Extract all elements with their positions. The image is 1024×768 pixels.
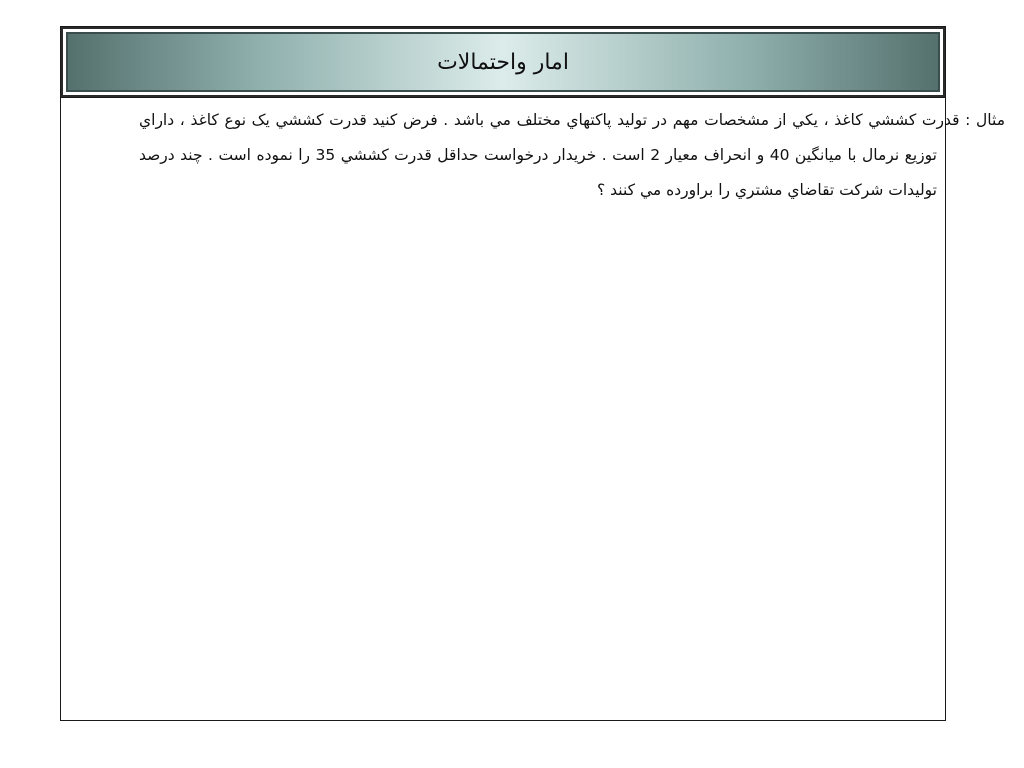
title-bar	[61, 27, 945, 97]
slide-body-text: مثال : قدرت كششي كاغذ ، يكي از مشخصات مهم در توليد پاكتهاي مختلف مي باشد . فرض كنيد قدرت كششي يک نوع كاغذ ، داراي توزيع نرمال با ميانگين 40 و انحراف معيار 2 است . خريدار درخواست حداقل قدرت كششي 35 را نموده است . چند درصد توليدات شركت تقاضاي مشتري را براورده مي كنند ؟	[139, 111, 1005, 199]
slide-title: امار واحتمالات	[437, 49, 569, 75]
title-banner	[66, 32, 940, 92]
title-divider	[61, 97, 945, 98]
slide-frame	[60, 26, 1005, 721]
